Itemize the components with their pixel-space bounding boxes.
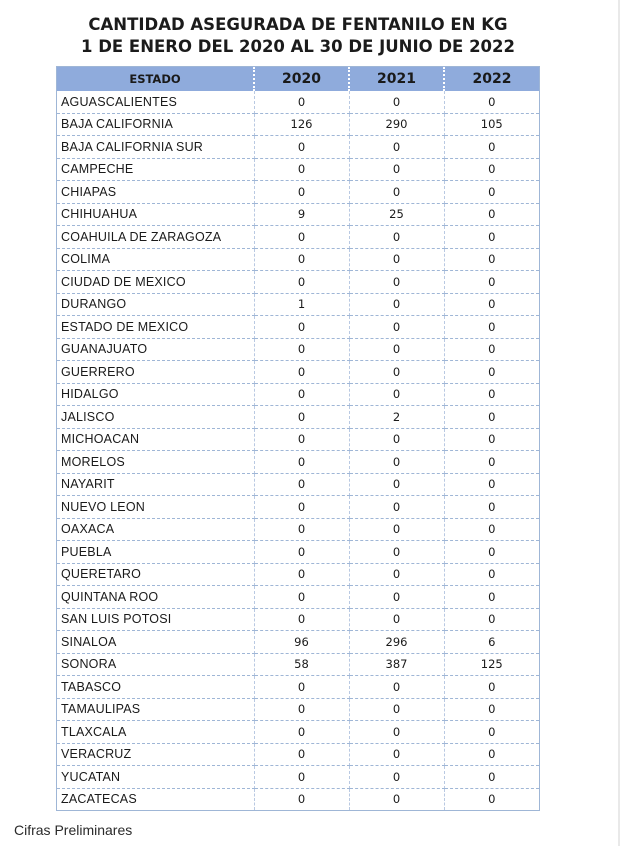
table-row: [57, 226, 539, 249]
cell-2022: 0: [444, 361, 539, 384]
cell-estado: SAN LUIS POTOSI: [57, 608, 254, 631]
cell-2022: 0: [444, 181, 539, 204]
cell-estado: MICHOACAN: [57, 428, 254, 451]
table-row: [57, 676, 539, 699]
cell-2021: 296: [349, 631, 444, 654]
header-row: [57, 67, 539, 91]
cell-2022: 0: [444, 473, 539, 496]
header-estado: ESTADO: [57, 67, 254, 91]
table-row: [57, 136, 539, 159]
cell-2022: 0: [444, 766, 539, 789]
cell-2020: 0: [254, 563, 349, 586]
cell-2020: 0: [254, 698, 349, 721]
table-row: [57, 428, 539, 451]
table-row: [57, 518, 539, 541]
table-row: [57, 248, 539, 271]
cell-2020: 0: [254, 541, 349, 564]
cell-2020: 0: [254, 586, 349, 609]
table-row: [57, 473, 539, 496]
cell-estado: VERACRUZ: [57, 743, 254, 766]
cell-2020: 126: [254, 113, 349, 136]
cell-estado: SINALOA: [57, 631, 254, 654]
cell-estado: COAHUILA DE ZARAGOZA: [57, 226, 254, 249]
cell-2020: 0: [254, 136, 349, 159]
cell-2021: 0: [349, 563, 444, 586]
header-2022: 2022: [444, 67, 539, 91]
cell-2020: 0: [254, 473, 349, 496]
cell-estado: CAMPECHE: [57, 158, 254, 181]
title-line-1: CANTIDAD ASEGURADA DE FENTANILO EN KG: [88, 15, 508, 34]
cell-estado: MORELOS: [57, 451, 254, 474]
cell-estado: JALISCO: [57, 406, 254, 429]
cell-estado: NUEVO LEON: [57, 496, 254, 519]
cell-2021: 0: [349, 743, 444, 766]
cell-2022: 6: [444, 631, 539, 654]
cell-estado: CHIAPAS: [57, 181, 254, 204]
cell-2021: 0: [349, 338, 444, 361]
title-block: [56, 14, 540, 58]
cell-2022: 0: [444, 743, 539, 766]
cell-2022: 0: [444, 406, 539, 429]
cell-2020: 96: [254, 631, 349, 654]
table-row: [57, 293, 539, 316]
cell-estado: TLAXCALA: [57, 721, 254, 744]
cell-2021: 290: [349, 113, 444, 136]
cell-estado: DURANGO: [57, 293, 254, 316]
cell-2022: 0: [444, 698, 539, 721]
cell-2022: 0: [444, 721, 539, 744]
cell-2022: 0: [444, 563, 539, 586]
cell-2021: 0: [349, 541, 444, 564]
cell-2021: 0: [349, 676, 444, 699]
table-row: [57, 698, 539, 721]
cell-2021: 0: [349, 496, 444, 519]
cell-2021: 0: [349, 721, 444, 744]
cell-2022: 0: [444, 383, 539, 406]
cell-2022: 0: [444, 496, 539, 519]
cell-2020: 9: [254, 203, 349, 226]
table-row: [57, 788, 539, 810]
table-row: [57, 203, 539, 226]
cell-2022: 0: [444, 293, 539, 316]
cell-estado: OAXACA: [57, 518, 254, 541]
header-2020: 2020: [254, 67, 349, 91]
table-row: [57, 316, 539, 339]
cell-2020: 0: [254, 766, 349, 789]
cell-2020: 0: [254, 338, 349, 361]
fentanyl-table: [57, 67, 539, 810]
cell-2021: 0: [349, 473, 444, 496]
cell-2022: 0: [444, 203, 539, 226]
cell-estado: CHIHUAHUA: [57, 203, 254, 226]
table-row: [57, 158, 539, 181]
cell-2022: 0: [444, 541, 539, 564]
table-row: [57, 271, 539, 294]
cell-2020: 0: [254, 496, 349, 519]
cell-2021: 0: [349, 698, 444, 721]
cell-estado: GUERRERO: [57, 361, 254, 384]
cell-2020: 0: [254, 158, 349, 181]
cell-2020: 1: [254, 293, 349, 316]
cell-2020: 0: [254, 608, 349, 631]
table-row: [57, 608, 539, 631]
table-row: [57, 541, 539, 564]
cell-2021: 0: [349, 383, 444, 406]
table-row: [57, 496, 539, 519]
table-header: [57, 67, 539, 91]
cell-estado: NAYARIT: [57, 473, 254, 496]
table-row: [57, 338, 539, 361]
cell-estado: GUANAJUATO: [57, 338, 254, 361]
cell-2022: 0: [444, 316, 539, 339]
cell-2022: 0: [444, 158, 539, 181]
cell-2022: 0: [444, 428, 539, 451]
cell-estado: TAMAULIPAS: [57, 698, 254, 721]
cell-estado: HIDALGO: [57, 383, 254, 406]
cell-2021: 0: [349, 428, 444, 451]
cell-2020: 0: [254, 271, 349, 294]
cell-estado: AGUASCALIENTES: [57, 91, 254, 113]
cell-2020: 0: [254, 91, 349, 113]
cell-2022: 0: [444, 248, 539, 271]
table-row: [57, 383, 539, 406]
cell-estado: QUERETARO: [57, 563, 254, 586]
table-row: [57, 451, 539, 474]
cell-2022: 0: [444, 338, 539, 361]
cell-2020: 0: [254, 226, 349, 249]
cell-2020: 0: [254, 721, 349, 744]
cell-2021: 0: [349, 226, 444, 249]
title-line-2: 1 DE ENERO DEL 2020 AL 30 DE JUNIO DE 2022: [81, 37, 515, 56]
cell-2020: 0: [254, 676, 349, 699]
cell-2021: 0: [349, 136, 444, 159]
cell-2020: 0: [254, 181, 349, 204]
cell-2021: 0: [349, 158, 444, 181]
cell-estado: CIUDAD DE MEXICO: [57, 271, 254, 294]
cell-2021: 0: [349, 91, 444, 113]
cell-2022: 0: [444, 271, 539, 294]
cell-2020: 58: [254, 653, 349, 676]
cell-estado: BAJA CALIFORNIA: [57, 113, 254, 136]
cell-2022: 125: [444, 653, 539, 676]
table-row: [57, 406, 539, 429]
cell-estado: ESTADO DE MEXICO: [57, 316, 254, 339]
cell-2021: 0: [349, 766, 444, 789]
cell-2022: 0: [444, 136, 539, 159]
cell-2022: 0: [444, 91, 539, 113]
cell-2022: 0: [488, 792, 496, 807]
cell-2022: 0: [444, 676, 539, 699]
cell-2021: 0: [349, 248, 444, 271]
cell-2021: 0: [349, 293, 444, 316]
cell-estado: ZACATECAS: [57, 788, 254, 810]
cell-2022: 0: [444, 451, 539, 474]
cell-estado: BAJA CALIFORNIA SUR: [57, 136, 254, 159]
table-body: [57, 91, 539, 810]
cell-2021: 0: [349, 361, 444, 384]
cell-estado: YUCATAN: [57, 766, 254, 789]
cell-2022: 0: [444, 226, 539, 249]
cell-2020: 0: [254, 451, 349, 474]
cell-2021: 0: [349, 271, 444, 294]
fentanyl-table-container: [56, 66, 540, 811]
cell-2020: 0: [254, 428, 349, 451]
table-row: [57, 631, 539, 654]
cell-2020: 0: [254, 316, 349, 339]
cell-2021: 2: [349, 406, 444, 429]
cell-estado: QUINTANA ROO: [57, 586, 254, 609]
cell-2021: 387: [349, 653, 444, 676]
cell-2020: 0: [254, 248, 349, 271]
cell-2020: 0: [254, 788, 349, 810]
cell-2020: 0: [254, 361, 349, 384]
table-row: [57, 113, 539, 136]
table-row: [57, 743, 539, 766]
cell-estado: PUEBLA: [57, 541, 254, 564]
table-row: [57, 586, 539, 609]
cell-2021: 0: [349, 788, 444, 810]
cell-2021: 0: [349, 586, 444, 609]
cell-2021: 0: [349, 316, 444, 339]
cell-2022: 0: [444, 586, 539, 609]
cell-2020: 0: [254, 406, 349, 429]
cell-2022: 0: [444, 518, 539, 541]
cell-2020: 0: [254, 383, 349, 406]
table-row: [57, 766, 539, 789]
cell-2022: 105: [444, 113, 539, 136]
cell-estado: SONORA: [57, 653, 254, 676]
cell-2021: 0: [349, 518, 444, 541]
table-row: [57, 181, 539, 204]
cell-2021: 0: [349, 451, 444, 474]
table-row: [57, 653, 539, 676]
header-2021: 2021: [349, 67, 444, 91]
cell-2021: 0: [349, 608, 444, 631]
cell-2020: 0: [254, 518, 349, 541]
table-row: [57, 91, 539, 113]
cell-2021: 25: [349, 203, 444, 226]
cell-2021: 0: [349, 181, 444, 204]
table-row: [57, 563, 539, 586]
cell-2022: 0: [444, 608, 539, 631]
cell-2020: 0: [254, 743, 349, 766]
cell-estado: COLIMA: [57, 248, 254, 271]
cell-estado: TABASCO: [57, 676, 254, 699]
table-row: [57, 361, 539, 384]
table-row: [57, 721, 539, 744]
footnote: Cifras Preliminares: [14, 822, 133, 838]
